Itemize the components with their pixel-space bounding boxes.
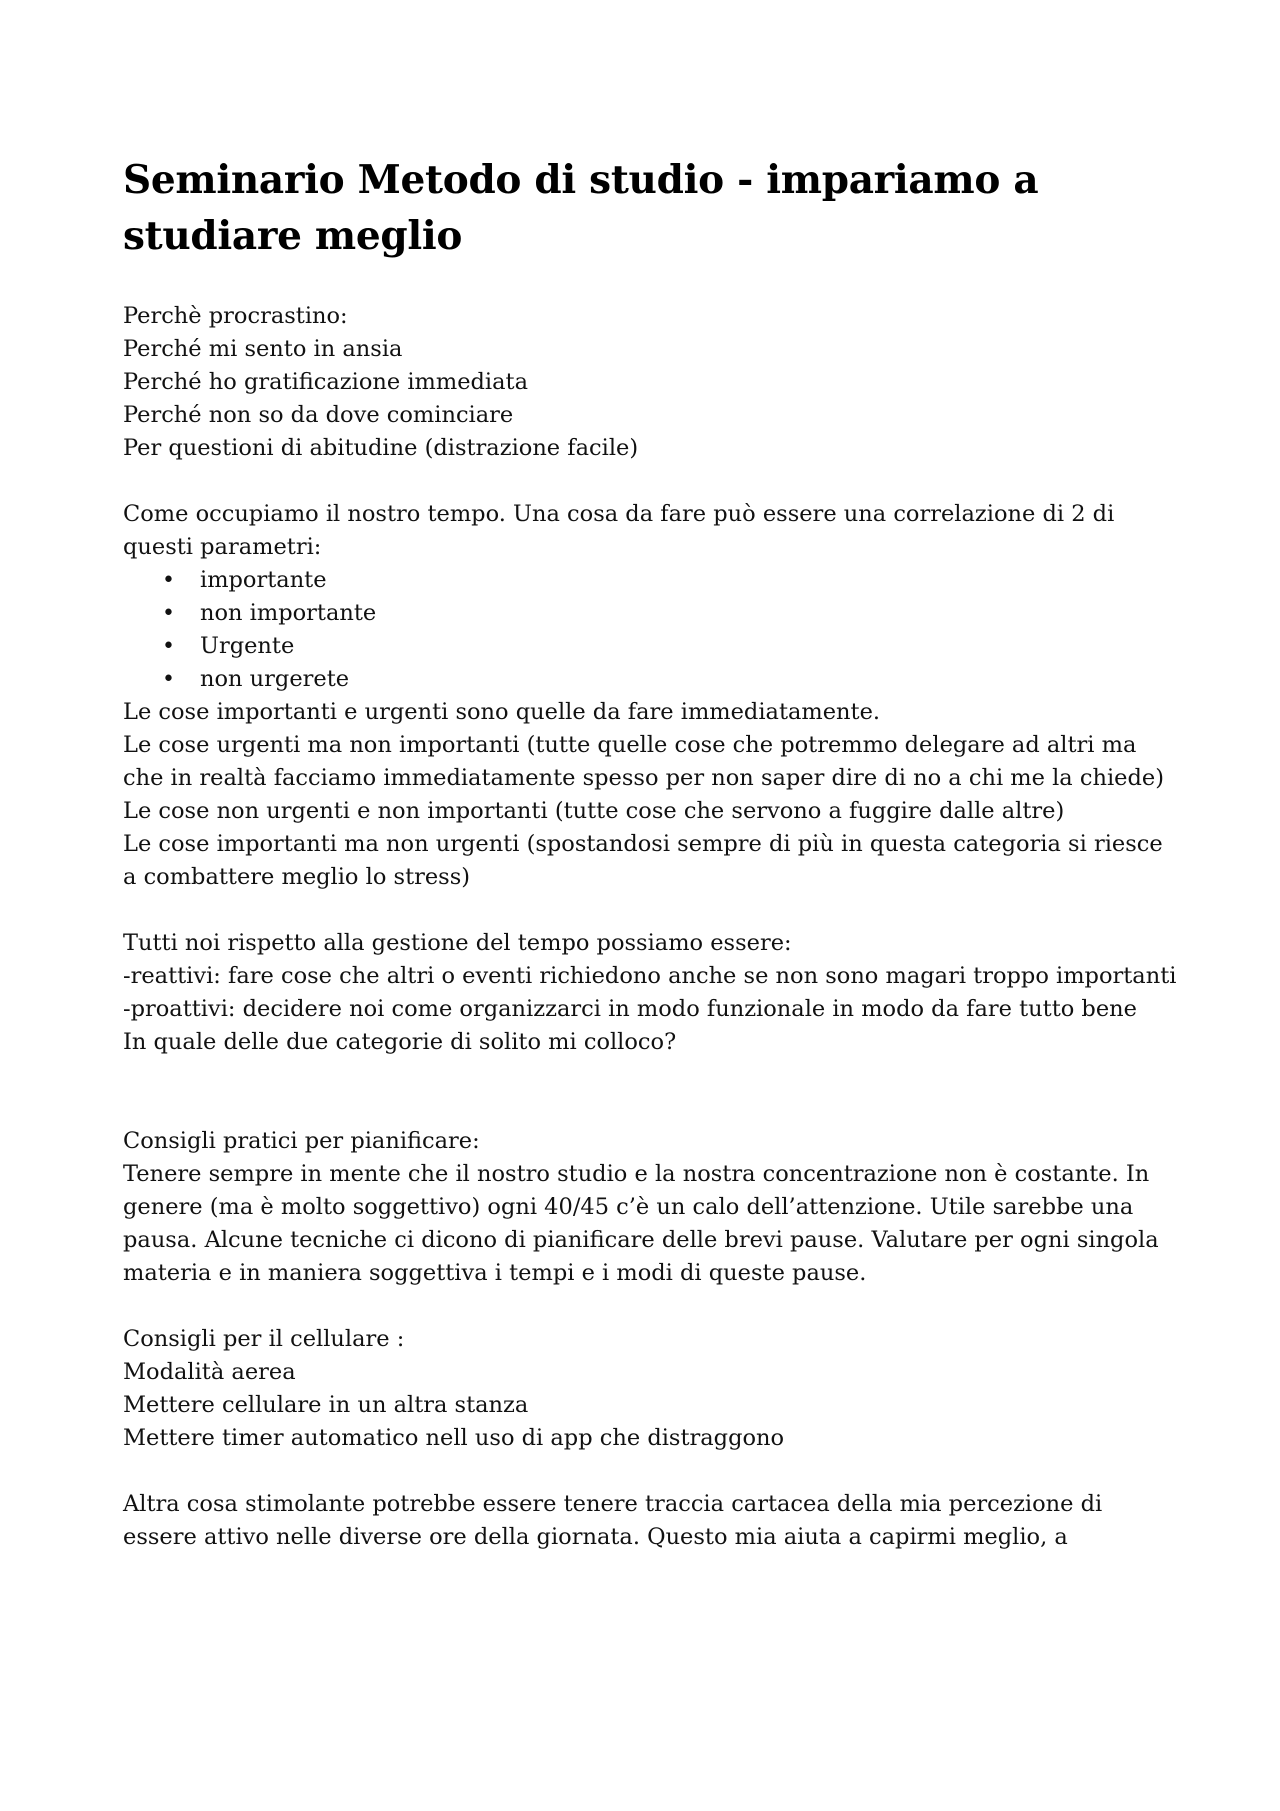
paragraph-line: Perché ho gratificazione immediata: [123, 369, 528, 395]
paragraph-line: -reattivi: fare cose che altri o eventi richiedono anche se non sono magari troppo importanti: [123, 963, 1177, 989]
section-tracking: [123, 1488, 1183, 1554]
list-item: • non urgerete: [200, 663, 1183, 696]
paragraph-line: Perchè procrastino:: [123, 303, 348, 329]
paragraph-line: Come occupiamo il nostro tempo. Una cosa da fare può essere una correlazione di 2 di questi parametri:: [123, 501, 1115, 560]
paragraph-line: -proattivi: decidere noi come organizzarci in modo funzionale in modo da fare tutto bene: [123, 996, 1137, 1022]
title-block: [123, 152, 1183, 264]
page-title: Seminario Metodo di studio - impariamo a studiare meglio: [123, 157, 1039, 259]
paragraph-line: Consigli per il cellulare :: [123, 1326, 405, 1352]
paragraph-line: Le cose urgenti ma non importanti (tutte quelle cose che potremmo delegare ad altri ma che in realtà facciamo immediatamente spesso per non saper dire di no a chi me la chiede): [123, 732, 1164, 791]
list-item: • Urgente: [200, 630, 1183, 663]
paragraph-line: Tenere sempre in mente che il nostro studio e la nostra concentrazione non è costante. In genere (ma è molto soggettivo) ogni 40/45 c’è un calo dell’attenzione. Utile sarebbe una pausa. Alcune tecniche ci dicono di pianificare delle brevi pause. Valutare per ogni singola materia e in maniera soggettiva i tempi e i modi di queste pause.: [123, 1161, 1159, 1286]
section-phone: [123, 1323, 1183, 1455]
paragraph-line: Modalità aerea: [123, 1359, 296, 1385]
section-time: [123, 498, 1183, 894]
section-procrastinate: [123, 300, 1183, 465]
paragraph-line: Le cose non urgenti e non importanti (tutte cose che servono a fuggire dalle altre): [123, 798, 1065, 824]
paragraph-line: In quale delle due categorie di solito mi colloco?: [123, 1029, 677, 1055]
paragraph-line: Le cose importanti ma non urgenti (spostandosi sempre di più in questa categoria si riesce a combattere meglio lo stress): [123, 831, 1163, 890]
paragraph-line: Per questioni di abitudine (distrazione facile): [123, 435, 639, 461]
section-management: [123, 927, 1183, 1059]
paragraph-line: Consigli pratici per pianificare:: [123, 1128, 480, 1154]
document-content: [123, 152, 1183, 1554]
list-item: • non importante: [200, 597, 1183, 630]
paragraph-line: Perché non so da dove cominciare: [123, 402, 514, 428]
parameters-list: [123, 564, 1183, 696]
paragraph-line: Mettere cellulare in un altra stanza: [123, 1392, 529, 1418]
paragraph-line: Altra cosa stimolante potrebbe essere tenere traccia cartacea della mia percezione di essere attivo nelle diverse ore della giornata. Questo mia aiuta a capirmi meglio, a: [123, 1491, 1103, 1550]
list-item: • importante: [200, 564, 1183, 597]
paragraph-line: Mettere timer automatico nell uso di app che distraggono: [123, 1425, 785, 1451]
paragraph-line: Tutti noi rispetto alla gestione del tempo possiamo essere:: [123, 930, 792, 956]
paragraph-line: Perché mi sento in ansia: [123, 336, 403, 362]
paragraph-line: Le cose importanti e urgenti sono quelle da fare immediatamente.: [123, 699, 881, 725]
section-planning: [123, 1125, 1183, 1290]
